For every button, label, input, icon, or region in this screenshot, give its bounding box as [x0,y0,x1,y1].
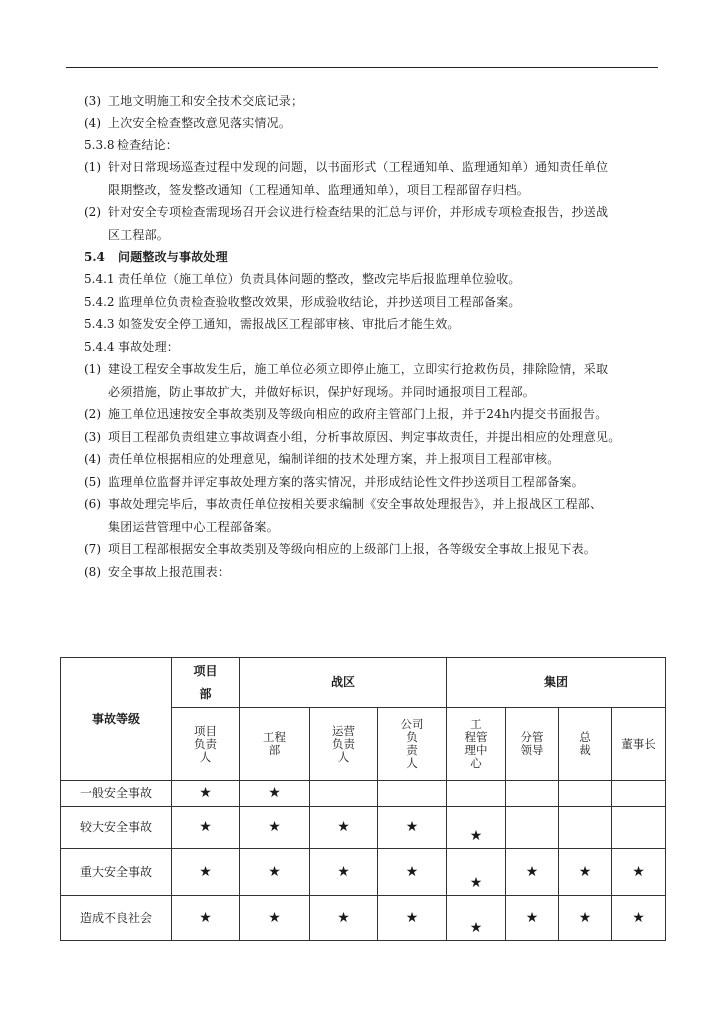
table-row [61,896,666,941]
line-number: 5.4 [84,250,105,264]
subheader-cell [378,708,447,781]
subheader-text: 负 [406,730,418,744]
star-mark: ★ [268,909,281,926]
table-row [61,807,666,849]
star-cell [378,896,447,941]
subheader-text: 工程 [263,730,286,744]
subheader-cell [310,708,378,781]
star-mark: ★ [632,863,645,880]
group-zone-header: 战区 [240,658,447,708]
section-heading: 问题整改与事故处理 [118,250,228,264]
text-line: 安全事故上报范围表： [108,565,231,579]
accident-level-cell: 造成不良社会 [61,896,172,941]
line-number: (1) [84,362,101,376]
empty-cell [559,781,612,807]
header-rule [66,67,658,68]
star-mark: ★ [405,863,419,880]
text-line: 事故处理： [118,340,180,354]
star-cell [240,849,310,896]
subheader-text: 人 [337,749,350,764]
star-mark: ★ [578,909,592,926]
text-line: 监理单位监督并评定事故处理方案的落实情况，并形成结论性文件抄送项目工程部备案。 [108,475,584,489]
empty-cell [310,781,378,807]
star-mark: ★ [268,819,281,835]
text-line: 工地文明施工和安全技术交底记录； [108,94,304,108]
star-mark: ★ [268,863,281,880]
star-mark: ★ [405,819,419,835]
star-mark: ★ [199,909,212,926]
empty-cell [378,781,447,807]
text-line: 限期整改，签发整改通知（工程通知单、监理通知单），项目工程部留存归档。 [108,183,530,197]
group-project-line2: 部 [199,686,212,701]
star-cell [172,781,240,807]
line-number: (3) [84,430,101,444]
star-cell [447,896,506,941]
star-mark: ★ [337,909,350,926]
text-line: 必须措施，防止事故扩大，并做好标识，保护好现场。并同时通报项目工程部。 [108,385,536,399]
accident-report-table [60,657,666,941]
line-number: (6) [84,497,101,511]
empty-cell [559,807,612,849]
group-group-header: 集团 [447,658,666,708]
empty-cell [612,807,666,849]
accident-level-cell: 一般安全事故 [61,781,172,807]
star-cell [447,849,506,896]
star-cell [506,849,559,896]
subheader-text: 程管 [464,730,488,744]
subheader-text: 部 [268,743,281,757]
text-line: 区工程部。 [108,228,170,242]
star-mark: ★ [469,920,483,936]
empty-cell [612,781,666,807]
star-mark: ★ [525,863,539,880]
line-number: 5.4.4 [84,340,115,354]
line-number: (5) [84,475,101,489]
line-number: 5.4.2 [84,295,115,309]
star-cell [559,896,612,941]
star-mark: ★ [337,863,350,880]
star-cell [612,896,666,941]
line-number: (4) [84,116,101,130]
line-number: (8) [84,565,101,579]
star-cell [612,849,666,896]
subheader-text: 心 [470,756,482,770]
star-mark: ★ [525,909,539,926]
star-cell [506,896,559,941]
subheader-cell [559,708,612,781]
subheader-text: 负责 [194,736,217,751]
text-line: 针对日常现场巡查过程中发现的问题，以书面形式（工程通知单、监理通知单）通知责任单位 [108,160,609,174]
star-mark: ★ [199,863,212,880]
star-cell [240,781,310,807]
subheader-text: 领导 [520,743,544,757]
subheader-text: 董事长 [621,736,656,751]
star-mark: ★ [199,819,212,835]
star-mark: ★ [578,863,592,880]
line-number: (2) [84,205,101,219]
subheader-text: 理中 [464,743,488,757]
subheader-text: 裁 [579,743,591,757]
star-mark: ★ [337,819,350,835]
star-cell [310,896,378,941]
star-cell [310,849,378,896]
star-mark: ★ [469,875,483,891]
star-cell [172,849,240,896]
star-mark: ★ [199,785,212,801]
corner-header: 事故等级 [61,658,172,781]
group-project-header [172,658,240,708]
text-line: 如签发安全停工通知，需报战区工程部审核、审批后才能生效。 [118,317,460,331]
line-number: (3) [84,94,101,108]
subheader-text: 人 [199,749,212,764]
star-cell [559,849,612,896]
star-mark: ★ [268,785,281,801]
text-line: 项目工程部根据安全事故类别及等级向相应的上级部门上报，各等级安全事故上报见下表。 [108,542,597,556]
line-number: 5.4.1 [84,272,115,286]
text-line: 建设工程安全事故发生后，施工单位必须立即停止施工，立即实行抢救伤员，排除险情，采取 [108,362,609,376]
subheader-text: 分管 [520,730,544,744]
text-line: 项目工程部负责组建立事故调查小组，分析事故原因、判定事故责任，并提出相应的处理意见。 [108,430,621,444]
accident-level-cell: 重大安全事故 [61,849,172,896]
table-body [61,781,666,941]
line-number: (1) [84,160,101,174]
table-row [61,781,666,807]
line-number: (4) [84,452,101,466]
text-line: 检查结论： [117,138,179,152]
subheader-text: 责 [406,743,418,757]
star-cell [378,807,447,849]
star-cell [447,807,506,849]
star-cell [240,896,310,941]
empty-cell [447,781,506,807]
line-number: 5.3.8 [84,138,115,152]
star-cell [378,849,447,896]
subheader-text: 人 [406,756,418,770]
subheader-text: 项目 [194,723,217,738]
accident-level-cell: 较大安全事故 [61,807,172,849]
star-mark: ★ [469,828,483,844]
subheader-cell [172,708,240,781]
text-line: 针对安全专项检查需现场召开会议进行检查结果的汇总与评价，并形成专项检查报告，抄送战 [108,205,609,219]
star-mark: ★ [405,909,419,926]
star-cell [310,807,378,849]
group-project-line1: 项目 [193,663,218,678]
text-line: 上次安全检查整改意见落实情况。 [108,116,292,130]
text-line: 责任单位根据相应的处理意见，编制详细的技术处理方案，并上报项目工程部审核。 [108,452,560,466]
text-line: 责任单位（施工单位）负责具体问题的整改，整改完毕后报监理单位验收。 [118,272,521,286]
line-number: (2) [84,407,101,421]
subheader-text: 总 [579,730,591,744]
table-row [61,849,666,896]
subheader-cell [240,708,310,781]
text-line: 集团运营管理中心工程部备案。 [108,520,279,534]
text-line: 施工单位迅速按安全事故类别及等级向相应的政府主管部门上报，并于24h内提交书面报告。 [108,407,608,421]
star-cell [172,807,240,849]
subheader-text: 运营 [332,723,355,738]
subheader-text: 公司 [400,717,424,731]
subheader-cell [506,708,559,781]
subheader-text: 负责 [332,736,355,751]
star-cell [240,807,310,849]
subheader-text: 工 [470,717,482,731]
subheader-cell [447,708,506,781]
text-line: 监理单位负责检查验收整改效果，形成验收结论，并抄送项目工程部备案。 [118,295,521,309]
empty-cell [506,807,559,849]
star-cell [172,896,240,941]
text-line: 事故处理完毕后，事故责任单位按相关要求编制《安全事故处理报告》，并上报战区工程部、 [108,497,603,511]
line-number: (7) [84,542,101,556]
subheader-cell [612,708,666,781]
empty-cell [506,781,559,807]
line-number: 5.4.3 [84,317,115,331]
star-mark: ★ [632,909,645,926]
